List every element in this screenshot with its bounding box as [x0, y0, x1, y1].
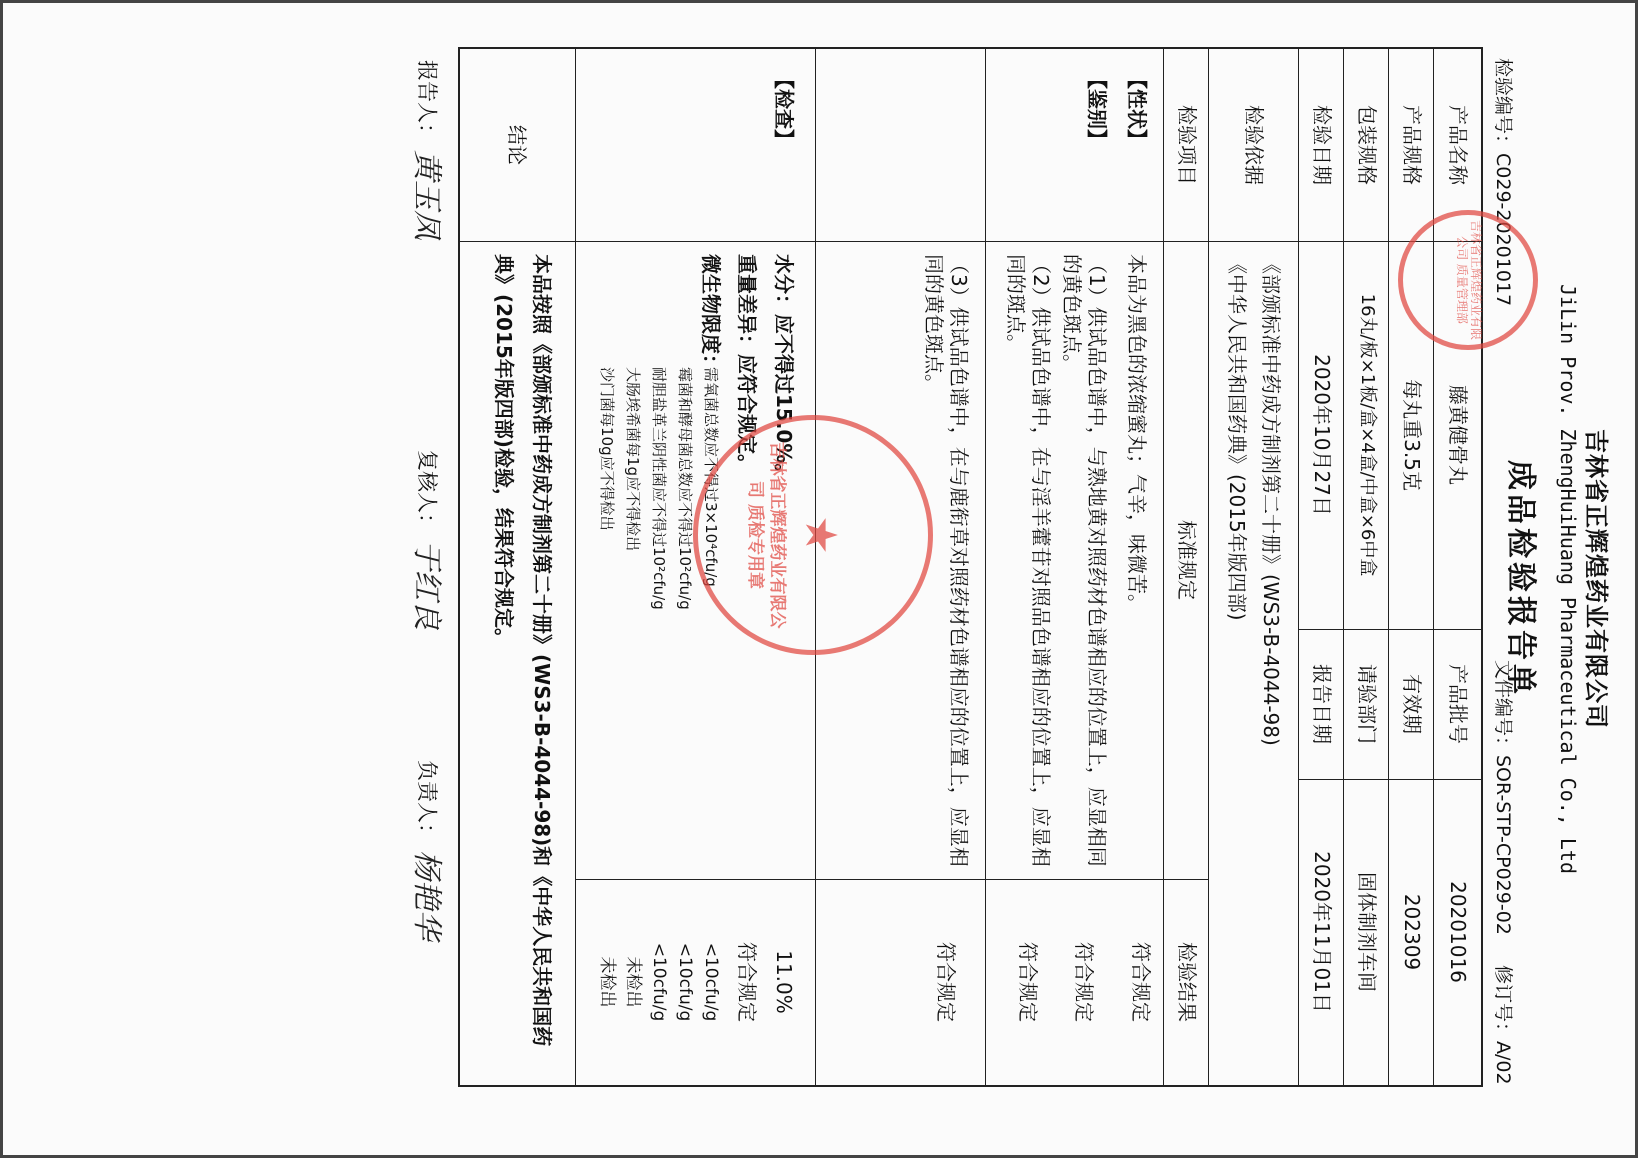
- report-date-value: 2020年11月01日: [1310, 851, 1334, 1013]
- character-result: 符合规定: [1129, 942, 1154, 1022]
- identification-result-1: 符合规定: [1072, 942, 1097, 1022]
- character-label: 【性状】: [1125, 69, 1149, 149]
- basis-line-1: 《部颁标准中药成方制剂第二十册》(WS3-B-4044-98): [1259, 254, 1283, 746]
- dept-label: 请验部门: [1355, 664, 1379, 744]
- quality-stamp-text: 吉林省正辉煌药业有限公司 质检专用章: [744, 441, 787, 629]
- col-result-header: 检验结果: [1175, 942, 1199, 1022]
- micro-result-4: 未检出: [623, 956, 644, 1008]
- identification-result-2: 符合规定: [1016, 942, 1041, 1022]
- micro-standard-2: 霉菌和酵母菌总数应不得过10²cfu/g: [676, 367, 694, 610]
- reviewer-label: 复核人：: [415, 450, 439, 534]
- pack-value: 16丸/板×1板/盒×4盒/中盒×6中盒: [1356, 293, 1378, 577]
- report-number: 检验编号：C029-20201017: [1492, 58, 1514, 307]
- micro-standard-1: 需氧菌总数应不得过3×10⁴cfu/g: [702, 367, 720, 587]
- micro-standard-4: 大肠埃希菌每1g应不得检出: [624, 367, 642, 552]
- micro-label: 微生物限度：: [699, 254, 723, 374]
- expiry-value: 202309: [1400, 893, 1424, 971]
- micro-result-5: 未检出: [597, 956, 618, 1008]
- department-stamp-text: 吉林省正辉煌药业有限公司 质量管理部: [1454, 219, 1483, 340]
- identification-standard-1: （1）供试品色谱中，与熟地黄对照药材色谱相应的位置上，应显相同的黄色斑点。: [1060, 254, 1109, 867]
- basis-label: 检验依据: [1242, 105, 1267, 185]
- identification-standard-2: （2）供试品色谱中，在与淫羊藿苷对照品色谱相应的位置上，应显相同的斑点。: [1004, 254, 1053, 867]
- test-date-value: 2020年10月27日: [1310, 354, 1334, 516]
- spec-value: 每丸重3.5克: [1400, 379, 1424, 491]
- approver-label: 负责人：: [415, 760, 439, 844]
- weight-result: 符合规定: [735, 942, 760, 1022]
- pack-label: 包装规格: [1355, 105, 1379, 185]
- identification-label: 【鉴别】: [1085, 69, 1109, 149]
- product-name-label: 产品名称: [1446, 105, 1470, 185]
- conclusion-text: 本品按照《部颁标准中药成方制剂第二十册》(WS3-B-4044-98)和《中华人民共和国药典》(2015年版四部)检验，结果符合规定。: [492, 254, 554, 1047]
- company-name-cn: 吉林省正辉煌药业有限公司: [1582, 429, 1610, 729]
- weight-standard: 重量差异：应符合规定。: [735, 254, 759, 474]
- revision-number: 修订号：A/02: [1492, 965, 1514, 1085]
- conclusion-label: 结论: [505, 125, 530, 165]
- dept-value: 固体制剂车间: [1355, 872, 1379, 992]
- star-icon: ★: [795, 515, 846, 555]
- batch-value: 20201016: [1446, 881, 1470, 983]
- identification-result-3: 符合规定: [934, 942, 959, 1022]
- moisture-result: 11.0%: [772, 950, 797, 1014]
- test-date-label: 检验日期: [1310, 105, 1334, 185]
- inspection-label: 【检查】: [772, 69, 796, 149]
- moisture-standard: 水分：应不得过15.0%。: [772, 254, 796, 484]
- character-standard: 本品为黑色的浓缩蜜丸；气辛，味微苦。: [1125, 254, 1149, 614]
- reporter-signature: 黄玉凤: [409, 150, 444, 240]
- identification-standard-3: （3）供试品色谱中，在与鹿衔草对照药材色谱相应的位置上，应显相同的黄色斑点。: [922, 254, 971, 867]
- micro-result-3: <10cfu/g: [649, 942, 670, 1022]
- reporter-label: 报告人：: [415, 60, 439, 144]
- col-item-header: 检验项目: [1175, 105, 1199, 185]
- product-name-value: 藤黄健骨丸: [1446, 385, 1470, 485]
- micro-result-2: <10cfu/g: [675, 942, 696, 1022]
- micro-standard-3: 耐胆盐革兰阴性菌应不得过10²cfu/g: [650, 367, 668, 610]
- batch-label: 产品批号: [1446, 664, 1470, 744]
- company-name-en: JiLin Prov. ZhengHuiHuang Pharmaceutical Co., Ltd: [1556, 283, 1580, 874]
- basis-line-2: 《中华人民共和国药典》(2015年版四部): [1225, 254, 1249, 621]
- report-date-label: 报告日期: [1310, 664, 1334, 744]
- expiry-label: 有效期: [1400, 674, 1424, 734]
- spec-label: 产品规格: [1400, 105, 1424, 185]
- approver-signature: 杨艳华: [409, 850, 444, 940]
- page-title: 成品检验报告单: [1503, 460, 1538, 698]
- document-number: 文件编号：SOR-STP-CP029-02: [1492, 660, 1514, 935]
- report-table: [458, 47, 1483, 1087]
- reviewer-signature: 于红良: [409, 540, 444, 630]
- micro-result-1: <10cfu/g: [701, 942, 722, 1022]
- col-standard-header: 标准规定: [1175, 520, 1199, 600]
- micro-standard-5: 沙门菌每10g应不得检出: [598, 367, 616, 531]
